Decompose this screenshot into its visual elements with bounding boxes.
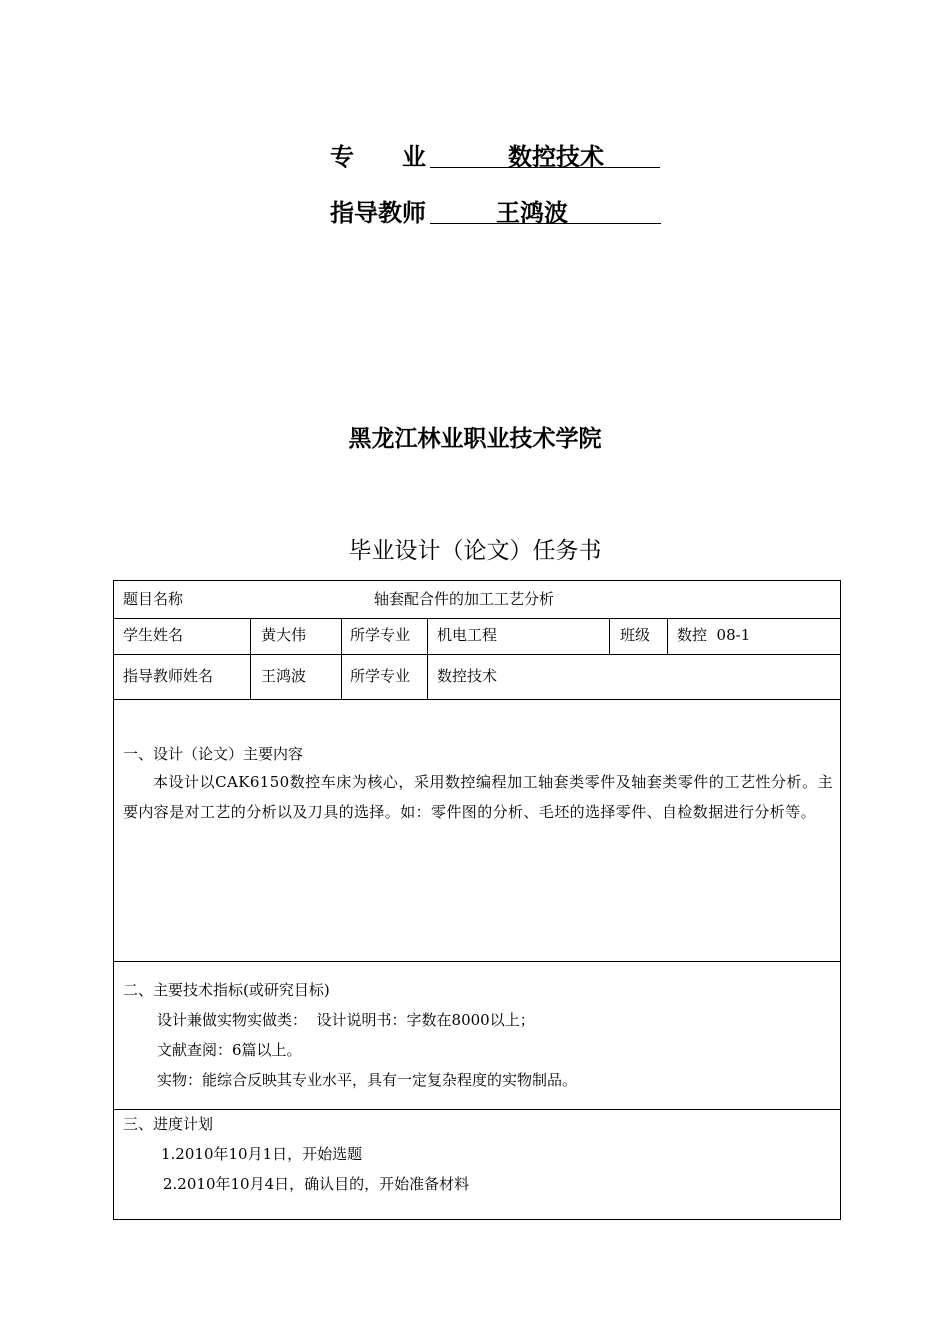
section2-line-2: 文献查阅：6篇以上。 (157, 1041, 302, 1059)
section2-line-3: 实物：能综合反映其专业水平，具有一定复杂程度的实物制品。 (157, 1071, 578, 1089)
section3-heading: 三、进度计划 (123, 1115, 214, 1133)
class-label: 班级 (620, 626, 651, 644)
advisor-value-underline (430, 193, 661, 227)
advisor-line (330, 193, 568, 228)
advisor-major-value: 数控技术 (437, 667, 498, 685)
section1-heading: 一、设计（论文）主要内容 (123, 745, 304, 763)
document-title: 毕业设计（论文）任务书 (348, 538, 602, 564)
school-name: 黑龙江林业职业技术学院 (348, 426, 602, 452)
advisor-value: 王鸿波 (496, 199, 568, 227)
advisor-major-label: 所学专业 (350, 667, 411, 685)
advisor-label: 指导教师 (330, 199, 426, 227)
section1-body: 本设计以CAK6150数控车床为核心，采用数控编程加工轴套类零件及轴套类零件的工艺性分析。主要内容是对工艺的分析以及刀具的选择。如：零件图的分析、毛坯的选择零件、自检数据进行分析等。 (123, 773, 833, 821)
topic-value: 轴套配合件的加工工艺分析 (374, 590, 555, 608)
advisor-name-value: 王鸿波 (261, 667, 307, 685)
section2-heading: 二、主要技术指标(或研究目标) (123, 981, 330, 999)
student-major-label: 所学专业 (350, 626, 411, 644)
major-value: 数控技术 (508, 143, 604, 171)
section3-line-2: 2.2010年10月4日，确认目的，开始准备材料 (163, 1175, 470, 1193)
section2-line-1: 设计兼做实物实做类： 设计说明书：字数在8000以上； (157, 1011, 535, 1029)
task-table (113, 580, 841, 1220)
section3-line-1: 1.2010年10月1日，开始选题 (161, 1145, 363, 1163)
major-line (330, 137, 604, 172)
topic-label: 题目名称 (123, 590, 184, 608)
major-value-underline (430, 137, 660, 171)
advisor-name-label: 指导教师姓名 (123, 667, 214, 685)
student-major-value: 机电工程 (437, 626, 498, 644)
student-label: 学生姓名 (123, 626, 184, 644)
class-value: 数控 08-1 (677, 626, 751, 644)
major-label: 专 业 (330, 143, 426, 171)
student-value: 黄大伟 (261, 626, 307, 644)
